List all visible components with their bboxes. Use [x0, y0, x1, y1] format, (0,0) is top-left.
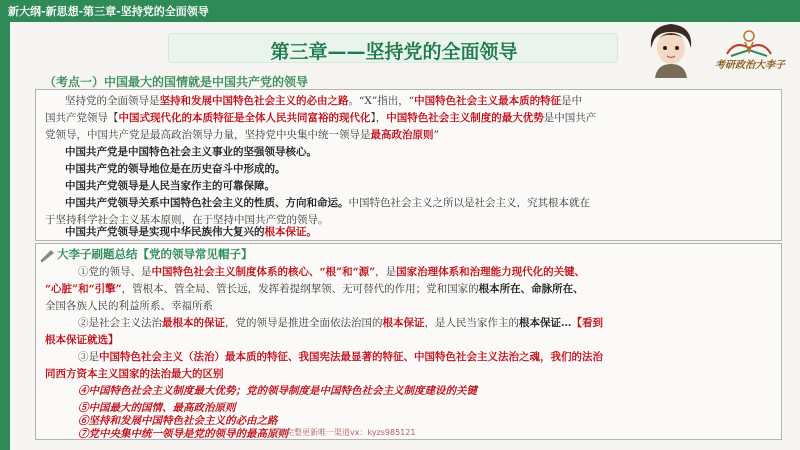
summary-item-3-line-2: 同西方资本主义国家的法治最大的区别 [45, 368, 224, 380]
left-accent-strip [0, 22, 10, 450]
text-span: 中国特色社会主义之所以是社会主义，究其根本就在 [348, 197, 590, 209]
point-line-1: 中国共产党是中国特色社会主义事业的坚强领导核心。 [65, 146, 317, 158]
point-line-3: 中国共产党领导是人民当家作主的可靠保障。 [65, 180, 275, 192]
watermark-text: 后续完整更新唯一渠道vx：kyzs985121 [270, 428, 416, 437]
text-span: 中国式现代化的本质特征是全体人民共同富裕的现代化 [118, 112, 371, 124]
avatar [645, 18, 697, 78]
text-span: “心脏”和“引擎” [45, 283, 122, 295]
text-span: 【看到 [571, 317, 603, 329]
paragraph-line-3 [45, 127, 439, 144]
text-span: 党领导，中国共产党是最高政治领导力量，坚持党中央集中统一领导是 [45, 129, 371, 141]
summary-item-1-line-2 [45, 281, 584, 298]
text-span: 中国特色社会主义制度的最大优势 [386, 112, 544, 124]
point-line-6 [65, 224, 317, 241]
text-span: ②是社会主义法治 [78, 317, 162, 329]
text-span: 中国共产党领导是实现中华民族伟大复兴的 [65, 226, 265, 238]
point-line-4 [65, 195, 590, 212]
text-span: 是中 [561, 95, 583, 107]
text-span: ①党的领导、是 [78, 266, 152, 278]
text-span: 坚持党的全面领导是 [65, 95, 160, 107]
summary-item-4: ④中国特色社会主义制度最大优势；党的领导制度是中国特色社会主义制度建设的关键 [78, 385, 477, 397]
title-box [168, 33, 618, 63]
summary-item-1 [78, 264, 585, 281]
text-span: 最根本的保证 [162, 317, 225, 329]
text-span: 是中国共产 [543, 112, 597, 124]
text-span: 根本保证… [519, 317, 572, 329]
text-span: ，党的领导是推进全面依法治国的 [225, 317, 383, 329]
page-title: 第三章——坚持党的全面领导 [270, 41, 518, 63]
paragraph-line-1 [65, 93, 582, 110]
text-span: 国共产党领导【 [45, 112, 119, 124]
text-span: 最高政治原则 [370, 129, 434, 141]
text-span: 中国特色社会主义最本质的特征 [414, 95, 562, 107]
summary-item-2 [78, 315, 603, 332]
summary-title: 大李子刷题总结【党的领导常见帽子】 [57, 247, 253, 261]
summary-item-1-line-3: 全国各族人民的利益所系、幸福所系 [45, 300, 213, 312]
pen-icon [40, 248, 56, 262]
paragraph-line-2 [45, 110, 596, 127]
point-line-2: 中国共产党的领导地位是在历史奋斗中形成的。 [65, 163, 286, 175]
summary-item-3 [78, 349, 603, 366]
summary-item-5: ⑤中国最大的国情、最高政治原则 [78, 402, 236, 414]
text-span: ③是 [78, 351, 99, 363]
text-span: 中国特色社会主义制度体系的核心、“根”和“源” [151, 266, 376, 278]
text-span: ，管根本、管全局、管长远，发挥着提纲挈领、无可替代的作用；党和国家的 [121, 283, 479, 295]
summary-item-6: ⑥坚持和发展中国特色社会主义的必由之路 [78, 415, 278, 427]
text-span: 国家治理体系和治理能力现代化的关键、 [396, 266, 586, 278]
text-span: 。“X”指出，“ [348, 95, 415, 107]
text-span: ” [433, 129, 439, 141]
brand-logo-text: 考研政治大李子 [715, 60, 785, 71]
text-span: 根本保证。 [264, 226, 317, 238]
summary-item-2-line-2: 根本保证就选】 [45, 334, 119, 346]
text-span: 中国共产党领导关系中国特色社会主义的性质、方向和命运。 [65, 197, 349, 209]
text-span: 】， [370, 112, 387, 124]
text-span: 中国特色社会主义（法治）最本质的特征、我国宪法最显著的特征、中国特色社会主义法治之魂，我们的法治 [99, 351, 603, 363]
section-heading: （考点一）中国最大的国情就是中国共产党的领导 [44, 75, 309, 89]
text-span: 根本保证 [382, 317, 425, 329]
header-label: 新大纲-新思想-第三章-坚持党的全面领导 [8, 5, 209, 18]
text-span: ，是 [375, 266, 397, 278]
text-span: 坚持和发展中国特色社会主义的必由之路 [159, 95, 349, 107]
point-line-5: 于坚持科学社会主义基本原则，在于坚持中国共产党的领导。 [45, 214, 329, 226]
text-span: 根本所在、命脉所在、 [478, 283, 584, 295]
text-span: ，是人民当家作主的 [424, 317, 519, 329]
summary-item-7: ⑦党中央集中统一领导是党的领导的最高原则 [78, 428, 288, 440]
